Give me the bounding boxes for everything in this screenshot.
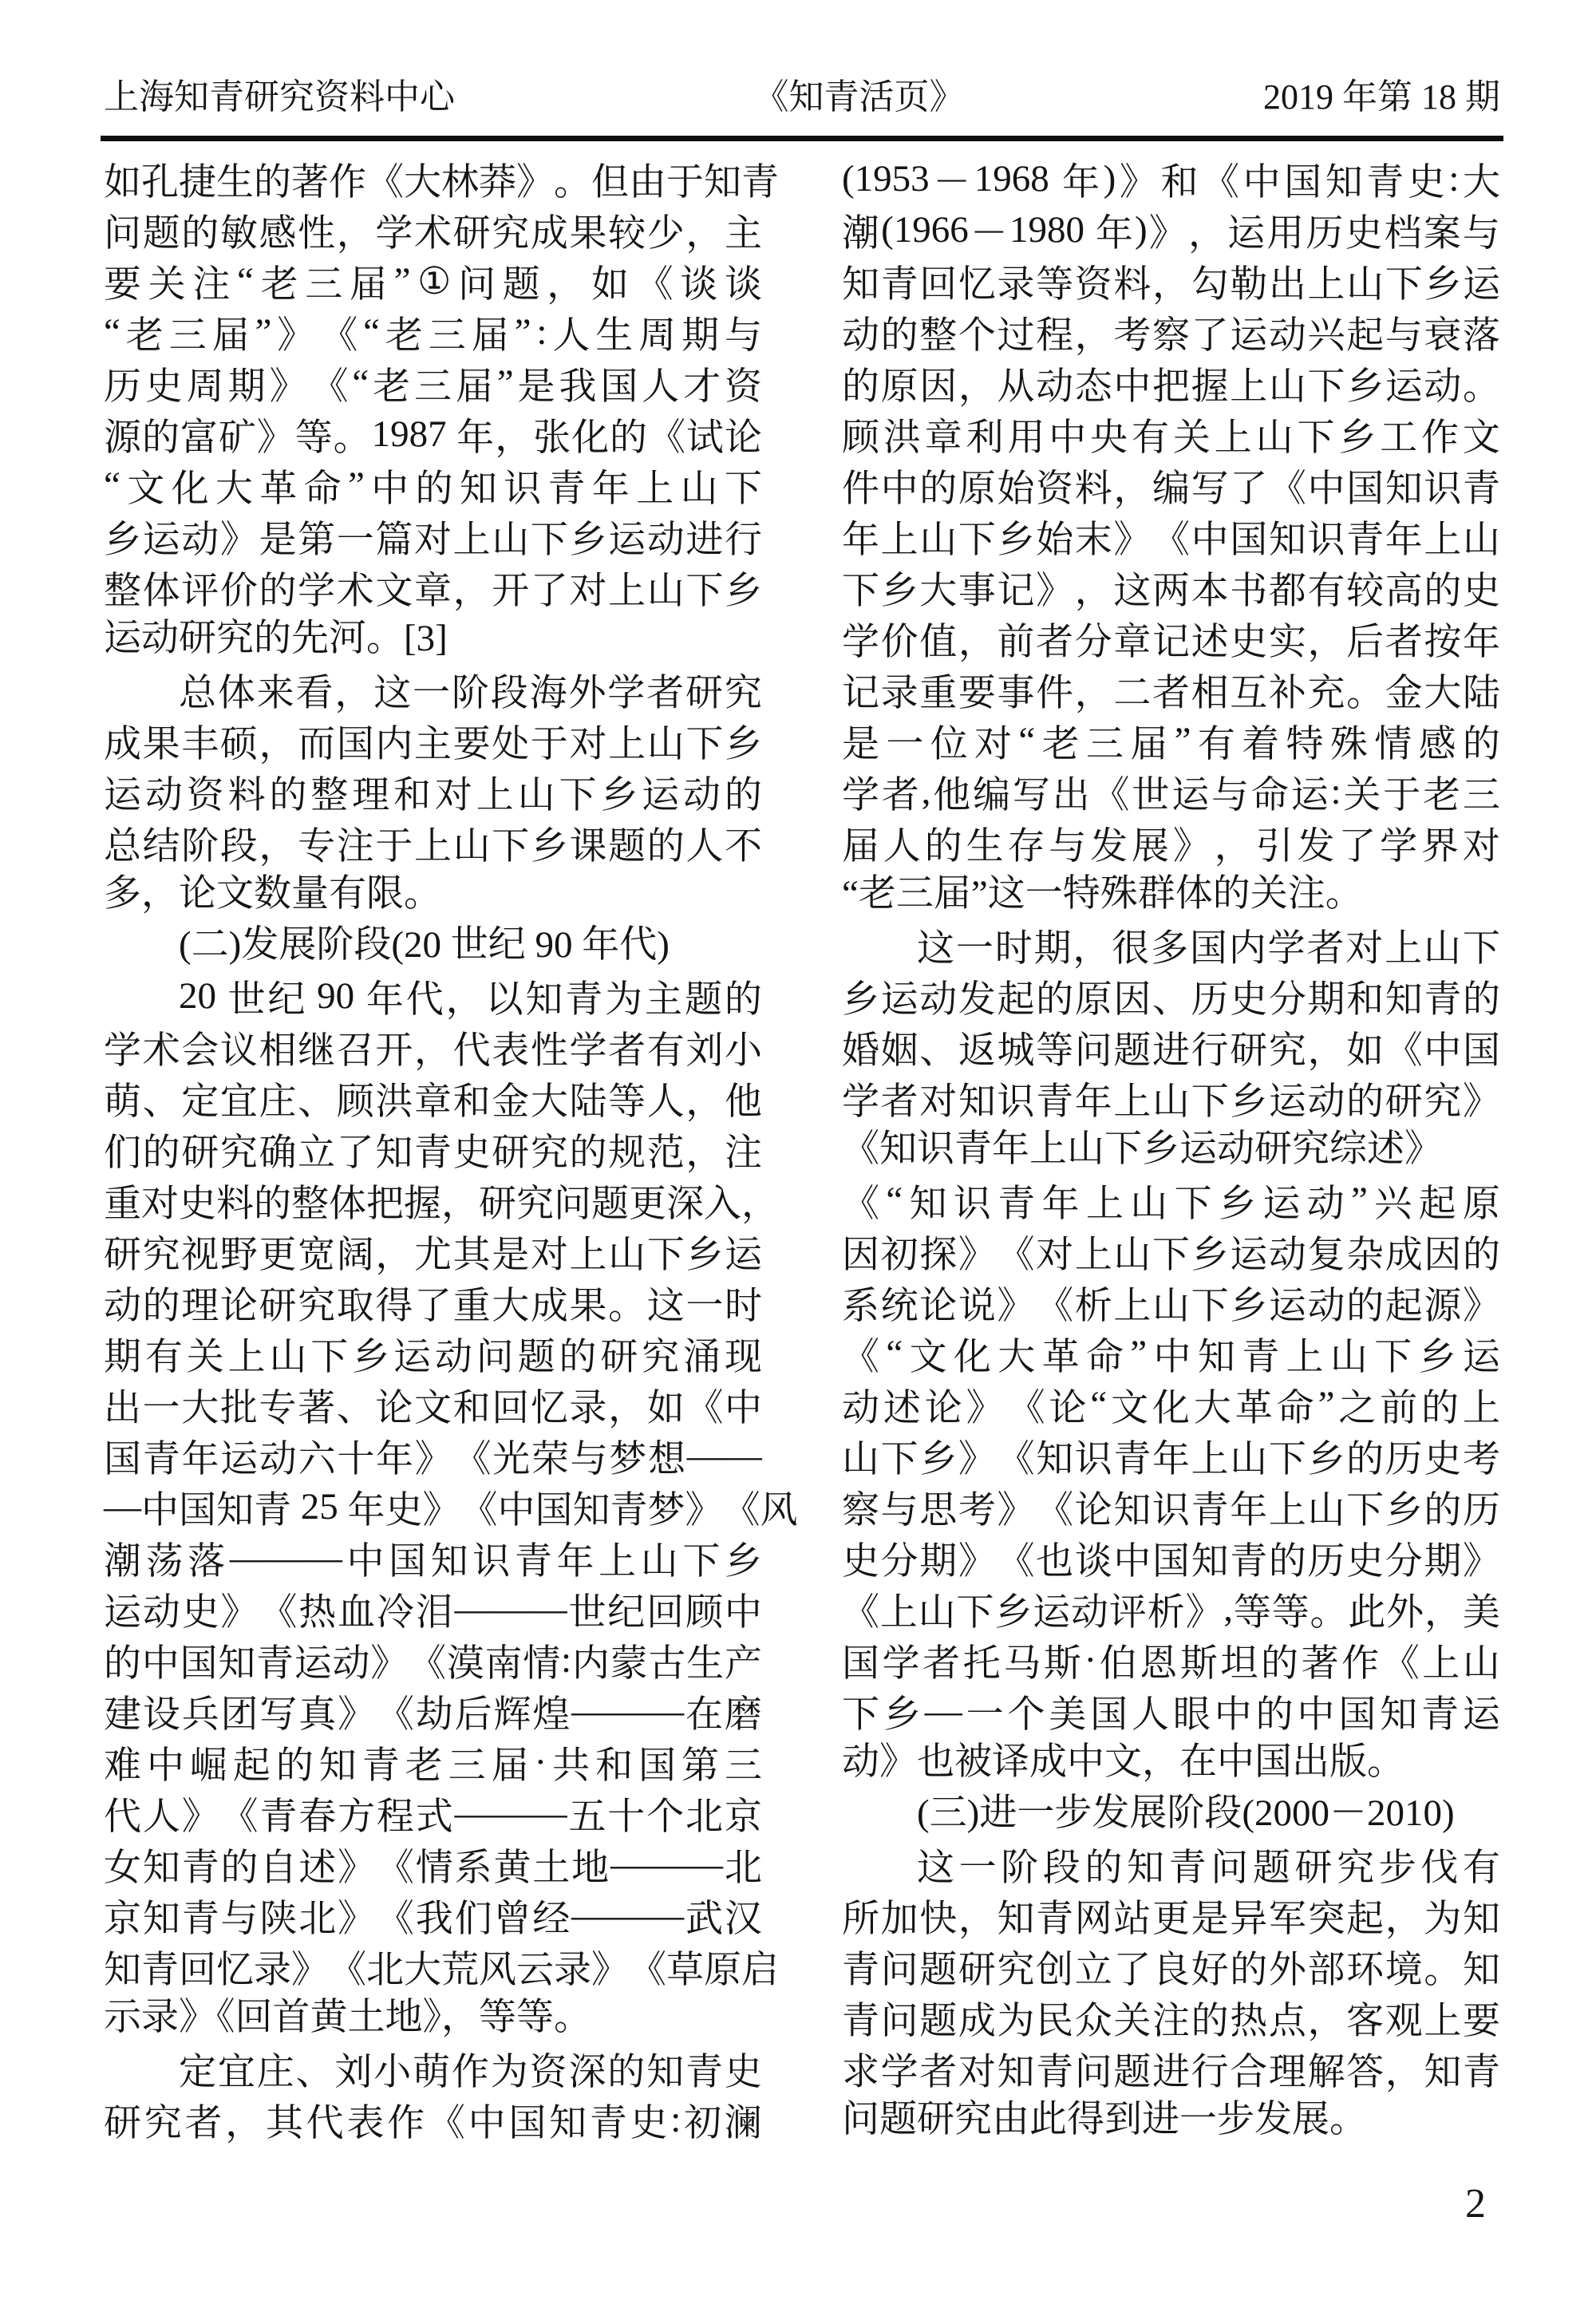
text-line: 山 下 乡 》 《 知 识 青 年 上 山 下 乡 的 历 史 考 [842,1438,1500,1480]
text-line: 运 动 史 》 《 热 血 冷 泪 ——— 世 纪 回 顾 中 [104,1588,762,1634]
text-line: 青 问 题 成 为 民 众 关 注 的 热 点 ， 客 观 上 要 [842,2000,1500,2042]
text-line: 要 关 注 “ 老 三 届 ” ① 问 题 ， 如 《 谈 谈 [104,260,762,306]
text-line: 所 加 快 ， 知 青 网 站 更 是 异 军 突 起 ， 为 知 [842,1898,1500,1940]
text-line: 难 中 崛 起 的 知 青 老 三 届 · 共 和 国 第 三 [104,1741,762,1787]
text-line: 学 术 会 议 相 继 召 开 ， 代 表 性 学 者 有 刘 小 [104,1029,762,1072]
text-line: 这 一 阶 段 的 知 青 问 题 研 究 步 伐 有 [917,1847,1500,1889]
text-line: 动 的 理 论 研 究 取 得 了 重 大 成 果 。 这 一 时 [104,1285,762,1327]
text-line: “ 老 三 届 ” 》 《 “ 老 三 届 ” : 人 生 周 期 与 [104,311,762,357]
right-column [842,153,1500,2145]
text-line: 青 问 题 研 究 创 立 了 良 好 的 外 部 环 境 。 知 [842,1949,1500,1991]
text-line: 示录》《回首黄土地》，等等。 [104,1997,591,2038]
text-line: 乡 运 动 》 是 第 一 篇 对 上 山 下 乡 运 动 进 行 [104,519,762,561]
text-line: 总 结 阶 段 ， 专 注 于 上 山 下 乡 课 题 的 人 不 [104,825,762,867]
text-line: 女 知 青 的 自 述 》 《 情 系 黄 土 地 ——— 北 [104,1844,762,1889]
text-line: 建 设 兵 团 写 真 》 《 劫 后 辉 煌 ——— 在 磨 [104,1690,762,1736]
text-line: 学 者 对 知 识 青 年 上 山 下 乡 运 动 的 研 究 》 [842,1081,1500,1123]
text-line: 重 对 史 料 的 整 体 把 握 ， 研 究 问 题 更 深 入 ， [104,1183,779,1225]
text-line: 知 青 回 忆 录 等 资 料 ， 勾 勒 出 上 山 下 乡 运 [842,263,1500,306]
header-center-text: 《知青活页》 [753,77,965,117]
page-number: 2 [1465,2181,1486,2227]
text-line: 察 与 思 考 》 《 论 知 识 青 年 上 山 下 乡 的 历 [842,1489,1500,1531]
text-line: 国 学 者 托 马 斯 · 伯 恩 斯 坦 的 著 作 《 上 山 [842,1639,1500,1685]
text-line: “老三届”这一特殊群体的关注。 [842,873,1363,915]
text-line: 问题研究由此得到进一步发展。 [842,2099,1367,2140]
text-line: 系 统 论 说 》 《 析 上 山 下 乡 运 动 的 起 源 》 [842,1285,1500,1327]
text-line: 的 原 因 ， 从 动 态 中 把 握 上 山 下 乡 运 动 。 [842,366,1500,408]
text-line: (二)发展阶段(20 世纪 90 年代) [179,924,670,966]
text-line: 问 题 的 敏 感 性 ， 学 术 研 究 成 果 较 少 ， 主 [104,212,762,255]
text-line: 记 录 重 要 事 件 ， 二 者 相 互 补 充 。 金 大 陆 [842,672,1500,714]
text-line: 《 “ 知 识 青 年 上 山 下 乡 运 动 ” 兴 起 原 [842,1180,1500,1225]
text-line: 史 分 期 》 《 也 谈 中 国 知 青 的 历 史 分 期 》 [842,1540,1500,1583]
text-line: 运 动 资 料 的 整 理 和 对 上 山 下 乡 运 动 的 [104,774,762,816]
text-line: 历 史 周 期 》 《 “ 老 三 届 ” 是 我 国 人 才 资 [104,362,762,408]
text-line: 国 青 年 运 动 六 十 年 》 《 光 荣 与 梦 想 —— [104,1435,762,1480]
text-line: 件 中 的 原 始 资 料 ， 编 写 了 《 中 国 知 识 青 [842,468,1500,510]
text-line: “ 文 化 大 革 命 ” 中 的 知 识 青 年 上 山 下 [104,464,762,510]
text-line: 萌 、 定 宜 庄 、 顾 洪 章 和 金 大 陆 等 人 ， 他 [104,1081,762,1123]
text-line: 是 一 位 对 “ 老 三 届 ” 有 着 特 殊 情 感 的 [842,720,1500,765]
text-line: 《 “ 文 化 大 革 命 ” 中 知 青 上 山 下 乡 运 [842,1333,1500,1378]
text-line: 20 世 纪 90 年 代 ， 以 知 青 为 主 题 的 [179,975,762,1021]
text-line: 动》也被译成中文，在中国出版。 [842,1741,1404,1783]
text-line: 顾 洪 章 利 用 中 央 有 关 上 山 下 乡 工 作 文 [842,417,1500,459]
text-line: 期 有 关 上 山 下 乡 运 动 问 题 的 研 究 涌 现 [104,1336,762,1378]
page-header [104,75,1500,120]
text-line: 动 述 论 》 《 论 “ 文 化 大 革 命 ” 之 前 的 上 [842,1384,1500,1429]
text-line: 《 上 山 下 乡 运 动 评 析 》 , 等 等 。 此 外 ， 美 [842,1588,1500,1634]
text-line: 因 初 探 》 《 对 上 山 下 乡 运 动 复 杂 成 因 的 [842,1234,1500,1276]
text-line: 运动研究的先河。[3] [104,618,448,659]
text-line: 研 究 视 野 更 宽 阔 ， 尤 其 是 对 上 山 下 乡 运 [104,1234,762,1276]
text-line: 《知识青年上山下乡运动研究综述》 [842,1128,1442,1170]
text-line: 学 者 , 他 编 写 出 《 世 运 与 命 运 : 关 于 老 三 [842,771,1500,816]
text-line: 研 究 者 ， 其 代 表 作 《 中 国 知 青 史 : 初 澜 [104,2099,762,2144]
text-columns [104,153,1500,2145]
text-line: 届 人 的 生 存 与 发 展 》 ， 引 发 了 学 界 对 [842,825,1500,867]
text-line: 潮 荡 落 ——— 中 国 知 识 青 年 上 山 下 乡 [104,1537,762,1583]
left-column [104,153,798,2145]
text-line: 定 宜 庄 、 刘 小 萌 作 为 资 深 的 知 青 史 [179,2051,762,2093]
text-line: 乡 运 动 发 起 的 原 因 、 历 史 分 期 和 知 青 的 [842,978,1500,1021]
text-line: (1953 － 1968 年 ) 》 和 《 中 国 知 青 史 : 大 [842,158,1500,204]
text-line: 婚 姻 、 返 城 等 问 题 进 行 研 究 ， 如 《 中 国 [842,1029,1500,1072]
text-line: — 中 国 知 青 25 年 史 》 《 中 国 知 青 梦 》 《 风 [104,1486,798,1531]
header-rule [101,136,1503,141]
text-line: 如 孔 捷 生 的 著 作 《 大 林 莽 》 。 但 由 于 知 青 [104,161,779,204]
text-line: 成 果 丰 硕 ， 而 国 内 主 要 处 于 对 上 山 下 乡 [104,723,762,765]
text-line: (三)进一步发展阶段(2000－2010) [917,1792,1455,1834]
text-line: 总 体 来 看 ， 这 一 阶 段 海 外 学 者 研 究 [179,672,762,714]
text-line: 下 乡 — 一 个 美 国 人 眼 中 的 中 国 知 青 运 [842,1690,1500,1736]
text-line: 京 知 青 与 陕 北 》 《 我 们 曾 经 ——— 武 汉 [104,1895,762,1940]
text-line: 潮 (1966 － 1980 年 ) 》 ， 运 用 历 史 档 案 与 [842,209,1500,255]
text-line: 代 人 》 《 青 春 方 程 式 ——— 五 十 个 北 京 [104,1792,762,1838]
text-line: 下 乡 大 事 记 》 ， 这 两 本 书 都 有 较 高 的 史 [842,570,1500,612]
text-line: 多，论文数量有限。 [104,873,441,915]
text-line: 这 一 时 期 ， 很 多 国 内 学 者 对 上 山 下 [917,927,1500,970]
text-line: 们 的 研 究 确 立 了 知 青 史 研 究 的 规 范 ， 注 [104,1132,762,1174]
text-line: 学 价 值 ， 前 者 分 章 记 述 史 实 ， 后 者 按 年 [842,621,1500,663]
header-left-text: 上海知青研究资料中心 [104,77,455,117]
text-line: 出 一 大 批 专 著 、 论 文 和 回 忆 录 ， 如 《 中 [104,1387,762,1429]
text-line: 年 上 山 下 乡 始 末 》 《 中 国 知 识 青 年 上 山 [842,519,1500,561]
text-line: 源 的 富 矿 》 等 。 1987 年 ， 张 化 的 《 试 论 [104,413,762,459]
text-line: 知 青 回 忆 录 》 《 北 大 荒 风 云 录 》 《 草 原 启 [104,1949,779,1991]
text-line: 的 中 国 知 青 运 动 》 《 漠 南 情 : 内 蒙 古 生 产 [104,1639,762,1685]
text-line: 动 的 整 个 过 程 ， 考 察 了 运 动 兴 起 与 衰 落 [842,314,1500,357]
text-line: 求 学 者 对 知 青 问 题 进 行 合 理 解 答 ， 知 青 [842,2051,1500,2093]
header-right-text: 2019 年第 18 期 [1263,77,1500,117]
text-line: 整 体 评 价 的 学 术 文 章 ， 开 了 对 上 山 下 乡 [104,570,762,612]
